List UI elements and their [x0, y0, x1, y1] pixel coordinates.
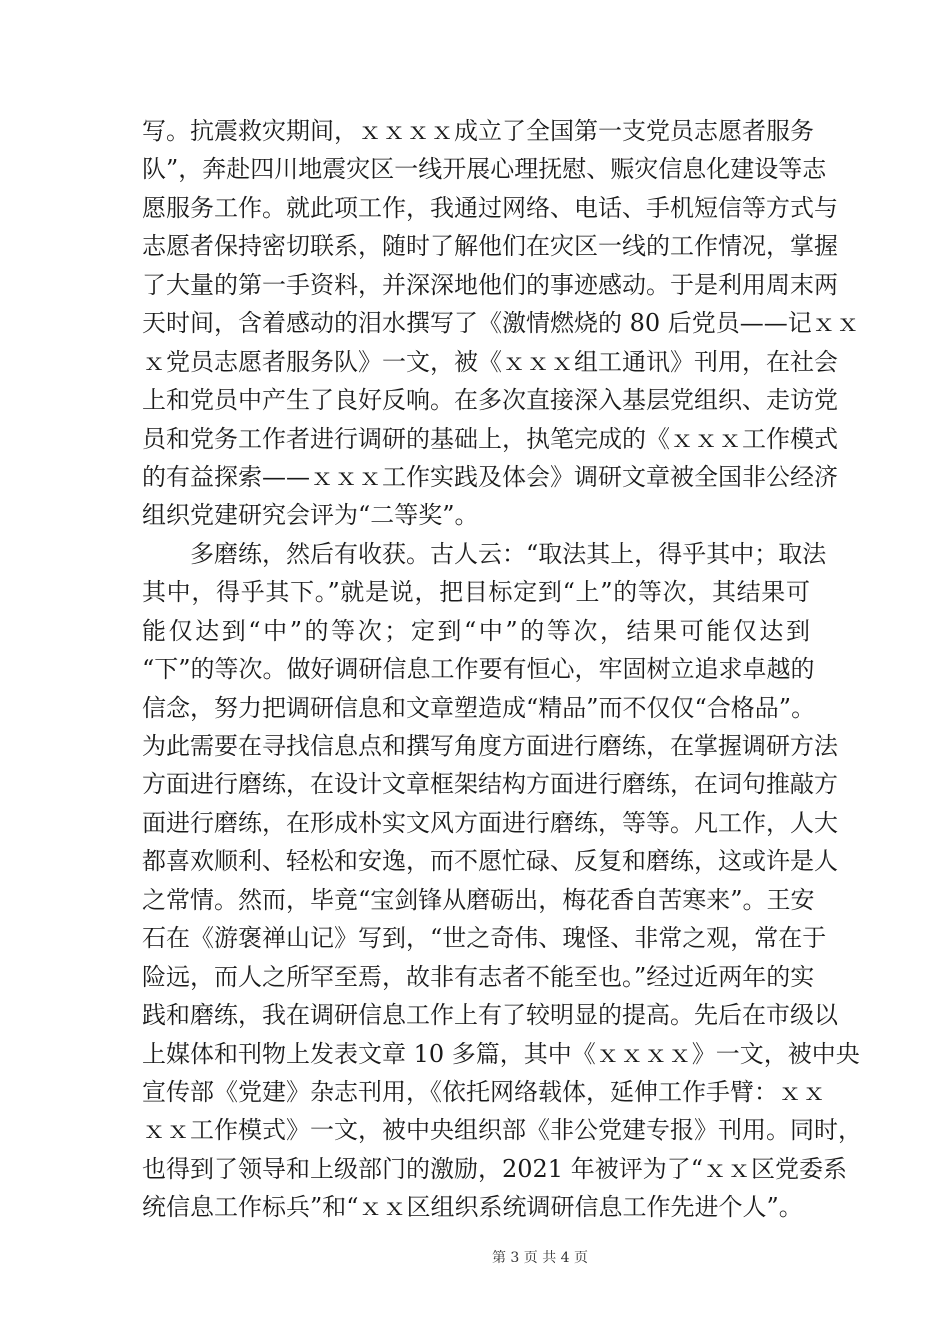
- text-line: 信念，努力把调研信息和文章塑造成“精品”而不仅仅“合格品”。: [142, 693, 816, 722]
- text-line: ｘｘ工作模式》一文，被中央组织部《非公党建专报》刊用。同时，: [142, 1116, 862, 1145]
- document-body: [142, 112, 862, 1227]
- text-line: 险远，而人之所罕至焉，故非有志者不能至也。”经过近两年的实: [142, 962, 815, 991]
- text-line: 天时间，含着感动的泪水撰写了《激情燃烧的 80 后党员——记ｘｘ: [142, 309, 860, 338]
- text-line: 了大量的第一手资料，并深深地他们的事迹感动。于是利用周末两: [142, 270, 838, 299]
- text-line: 石在《游褒禅山记》写到，“世之奇伟、瑰怪、非常之观，常在于: [142, 924, 827, 953]
- text-line: 愿服务工作。就此项工作，我通过网络、电话、手机短信等方式与: [142, 193, 838, 222]
- text-line: 写。抗震救灾期间，ｘｘｘｘ成立了全国第一支党员志愿者服务: [142, 117, 814, 145]
- text-line: 都喜欢顺利、轻松和安逸，而不愿忙碌、反复和磨练，这或许是人: [142, 847, 838, 876]
- text-line: 其中，得乎其下。”就是说，把目标定到“上”的等次，其结果可: [142, 578, 810, 607]
- text-line: 统信息工作标兵”和“ｘｘ区组织系统调研信息工作先进个人”。: [142, 1193, 803, 1222]
- paragraph-2: [142, 535, 862, 1227]
- text-line: 多磨练，然后有收获。古人云：“取法其上，得乎其中；取法: [190, 539, 827, 568]
- text-line: 之常情。然而，毕竟“宝剑锋从磨砺出，梅花香自苦寒来”。王安: [142, 885, 815, 914]
- text-line: 面进行磨练，在形成朴实文风方面进行磨练，等等。凡工作，人大: [142, 808, 838, 837]
- text-line: 员和党务工作者进行调研的基础上，执笔完成的《ｘｘｘ工作模式: [142, 424, 838, 453]
- paragraph-1: [142, 112, 860, 535]
- text-line: “下”的等次。做好调研信息工作要有恒心，牢固树立追求卓越的: [142, 655, 815, 684]
- text-line: 宣传部《党建》杂志刊用，《依托网络载体，延伸工作手臂：ｘｘ: [142, 1077, 826, 1106]
- text-line: 的有益探索——ｘｘｘ工作实践及体会》调研文章被全国非公经济: [142, 462, 838, 491]
- text-line: 也得到了领导和上级部门的激励，2021 年被评为了“ｘｘ区党委系: [142, 1154, 847, 1183]
- text-line: 志愿者保持密切联系，随时了解他们在灾区一线的工作情况，掌握: [142, 232, 838, 261]
- page-number: 第 3 页 共 4 页: [491, 1250, 589, 1266]
- text-line: 方面进行磨练，在设计文章框架结构方面进行磨练，在词句推敲方: [142, 770, 838, 799]
- text-line: 上和党员中产生了良好反响。在多次直接深入基层党组织、走访党: [142, 386, 838, 415]
- text-line: 能仅达到“中”的等次；定到“中”的等次，结果可能仅达到: [142, 616, 810, 645]
- text-line: 为此需要在寻找信息点和撰写角度方面进行磨练，在掌握调研方法: [142, 732, 838, 760]
- text-line: 上媒体和刊物上发表文章 10 多篇，其中《ｘｘｘｘ》一文，被中央: [142, 1039, 860, 1068]
- text-line: 队”，奔赴四川地震灾区一线开展心理抚慰、赈灾信息化建设等志: [142, 155, 827, 184]
- text-line: ｘ党员志愿者服务队》一文，被《ｘｘｘ组工通讯》刊用，在社会: [142, 347, 838, 376]
- text-line: 践和磨练，我在调研信息工作上有了较明显的提高。先后在市级以: [142, 1001, 838, 1030]
- text-line: 组织党建研究会评为“二等奖”。: [142, 501, 479, 530]
